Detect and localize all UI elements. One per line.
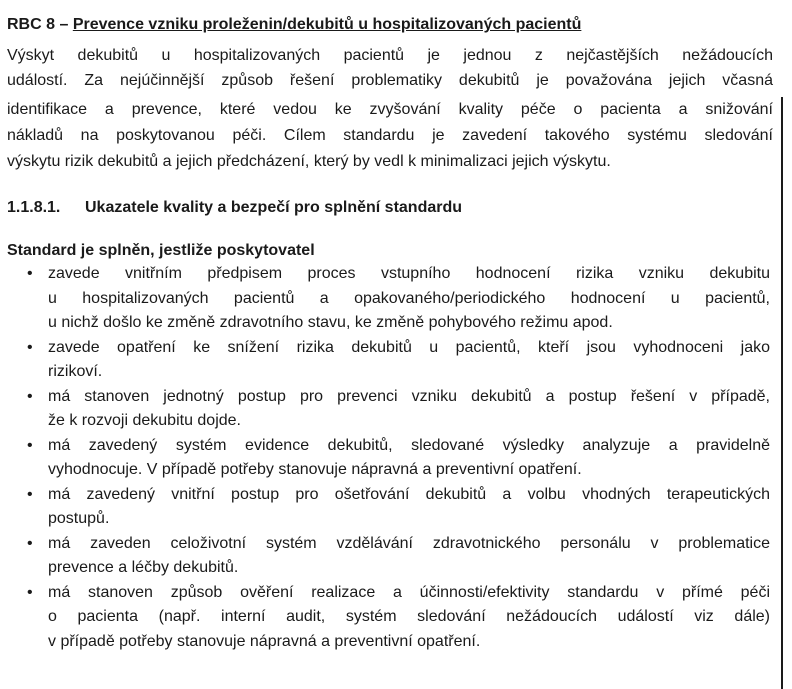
intro-line: výskytu rizik dekubitů a jejich předcházení, který by vedl k minimalizaci jejich výskytu.: [7, 153, 611, 170]
criteria-line: zavede vnitřním předpisem proces vstupního hodnocení rizika vzniku dekubitu: [48, 265, 770, 282]
criteria-list-item: [4, 336, 770, 385]
criteria-list-item: [4, 483, 770, 532]
section-heading: [7, 198, 462, 218]
intro-paragraph-bottom: [7, 97, 773, 175]
bullet-marker: •: [27, 387, 33, 405]
criteria-line: má zavedený vnitřní postup pro ošetřování dekubitů a volbu vhodných terapeutických: [48, 485, 770, 503]
criteria-line: vyhodnocuje. V případě potřeby stanovuje nápravná a preventivní opatření.: [48, 461, 582, 478]
standard-code: RBC 8 –: [7, 16, 69, 33]
criteria-line: postupů.: [48, 510, 110, 527]
standard-lead: Standard je splněn, jestliže poskytovatel: [7, 242, 315, 259]
criteria-line: rizikoví.: [48, 363, 103, 380]
criteria-list-item: [4, 434, 770, 483]
standard-title: [7, 15, 581, 35]
criteria-line: u hospitalizovaných pacientů a opakovaného/periodického hodnocení u pacientů,: [48, 289, 770, 307]
section-number: 1.1.8.1.: [7, 199, 61, 216]
bullet-marker: •: [27, 583, 33, 601]
content-frame: [4, 97, 783, 689]
criteria-list-item: [4, 262, 770, 336]
intro-line: událostí. Za nejúčinnější způsob řešení problematiky dekubitů je považována jejich včasná: [7, 72, 773, 89]
bullet-marker: •: [27, 485, 33, 503]
criteria-line: o pacienta (např. interní audit, systém sledování nežádoucích událostí viz dále): [48, 608, 770, 625]
bullet-marker: •: [27, 338, 33, 356]
criteria-list: [4, 262, 781, 654]
criteria-list-item: [4, 385, 770, 434]
criteria-list-item: [4, 581, 770, 655]
bullet-marker: •: [27, 265, 33, 282]
section-title: Ukazatele kvality a bezpečí pro splnění standardu: [85, 199, 463, 216]
bullet-marker: •: [27, 436, 33, 454]
criteria-line: má zaveden celoživotní systém vzdělávání zdravotnického personálu v problematice: [48, 534, 770, 552]
intro-line: identifikace a prevence, které vedou ke zvyšování kvality péče o pacienta a snižování: [7, 101, 773, 118]
standard-heading: Prevence vzniku proleženin/dekubitů u hospitalizovaných pacientů: [72, 16, 582, 33]
bullet-marker: •: [27, 534, 33, 552]
criteria-line: v případě potřeby stanovuje nápravná a preventivní opatření.: [48, 632, 481, 650]
criteria-line: zavede opatření ke snížení rizika dekubitů u pacientů, kteří jsou vyhodnoceni jako: [48, 338, 770, 356]
criteria-line: má zavedený systém evidence dekubitů, sledované výsledky analyzuje a pravidelně: [48, 436, 770, 454]
intro-paragraph-top: [7, 43, 773, 93]
criteria-line: má stanoven jednotný postup pro prevenci vzniku dekubitů a postup řešení v případě,: [48, 387, 770, 405]
criteria-line: prevence a léčby dekubitů.: [48, 559, 239, 576]
intro-line: nákladů na poskytovanou péči. Cílem standardu je zavedení takového systému sledování: [7, 127, 773, 144]
criteria-line: že k rozvoji dekubitu dojde.: [48, 412, 241, 429]
criteria-list-item: [4, 532, 770, 581]
intro-line: Výskyt dekubitů u hospitalizovaných pacientů je jednou z nejčastějších nežádoucích: [7, 47, 773, 64]
criteria-line: má stanoven způsob ověření realizace a účinnosti/efektivity standardu v přímé péči: [48, 583, 770, 601]
criteria-line: u nichž došlo ke změně zdravotního stavu, ke změně pohybového režimu apod.: [48, 314, 613, 331]
